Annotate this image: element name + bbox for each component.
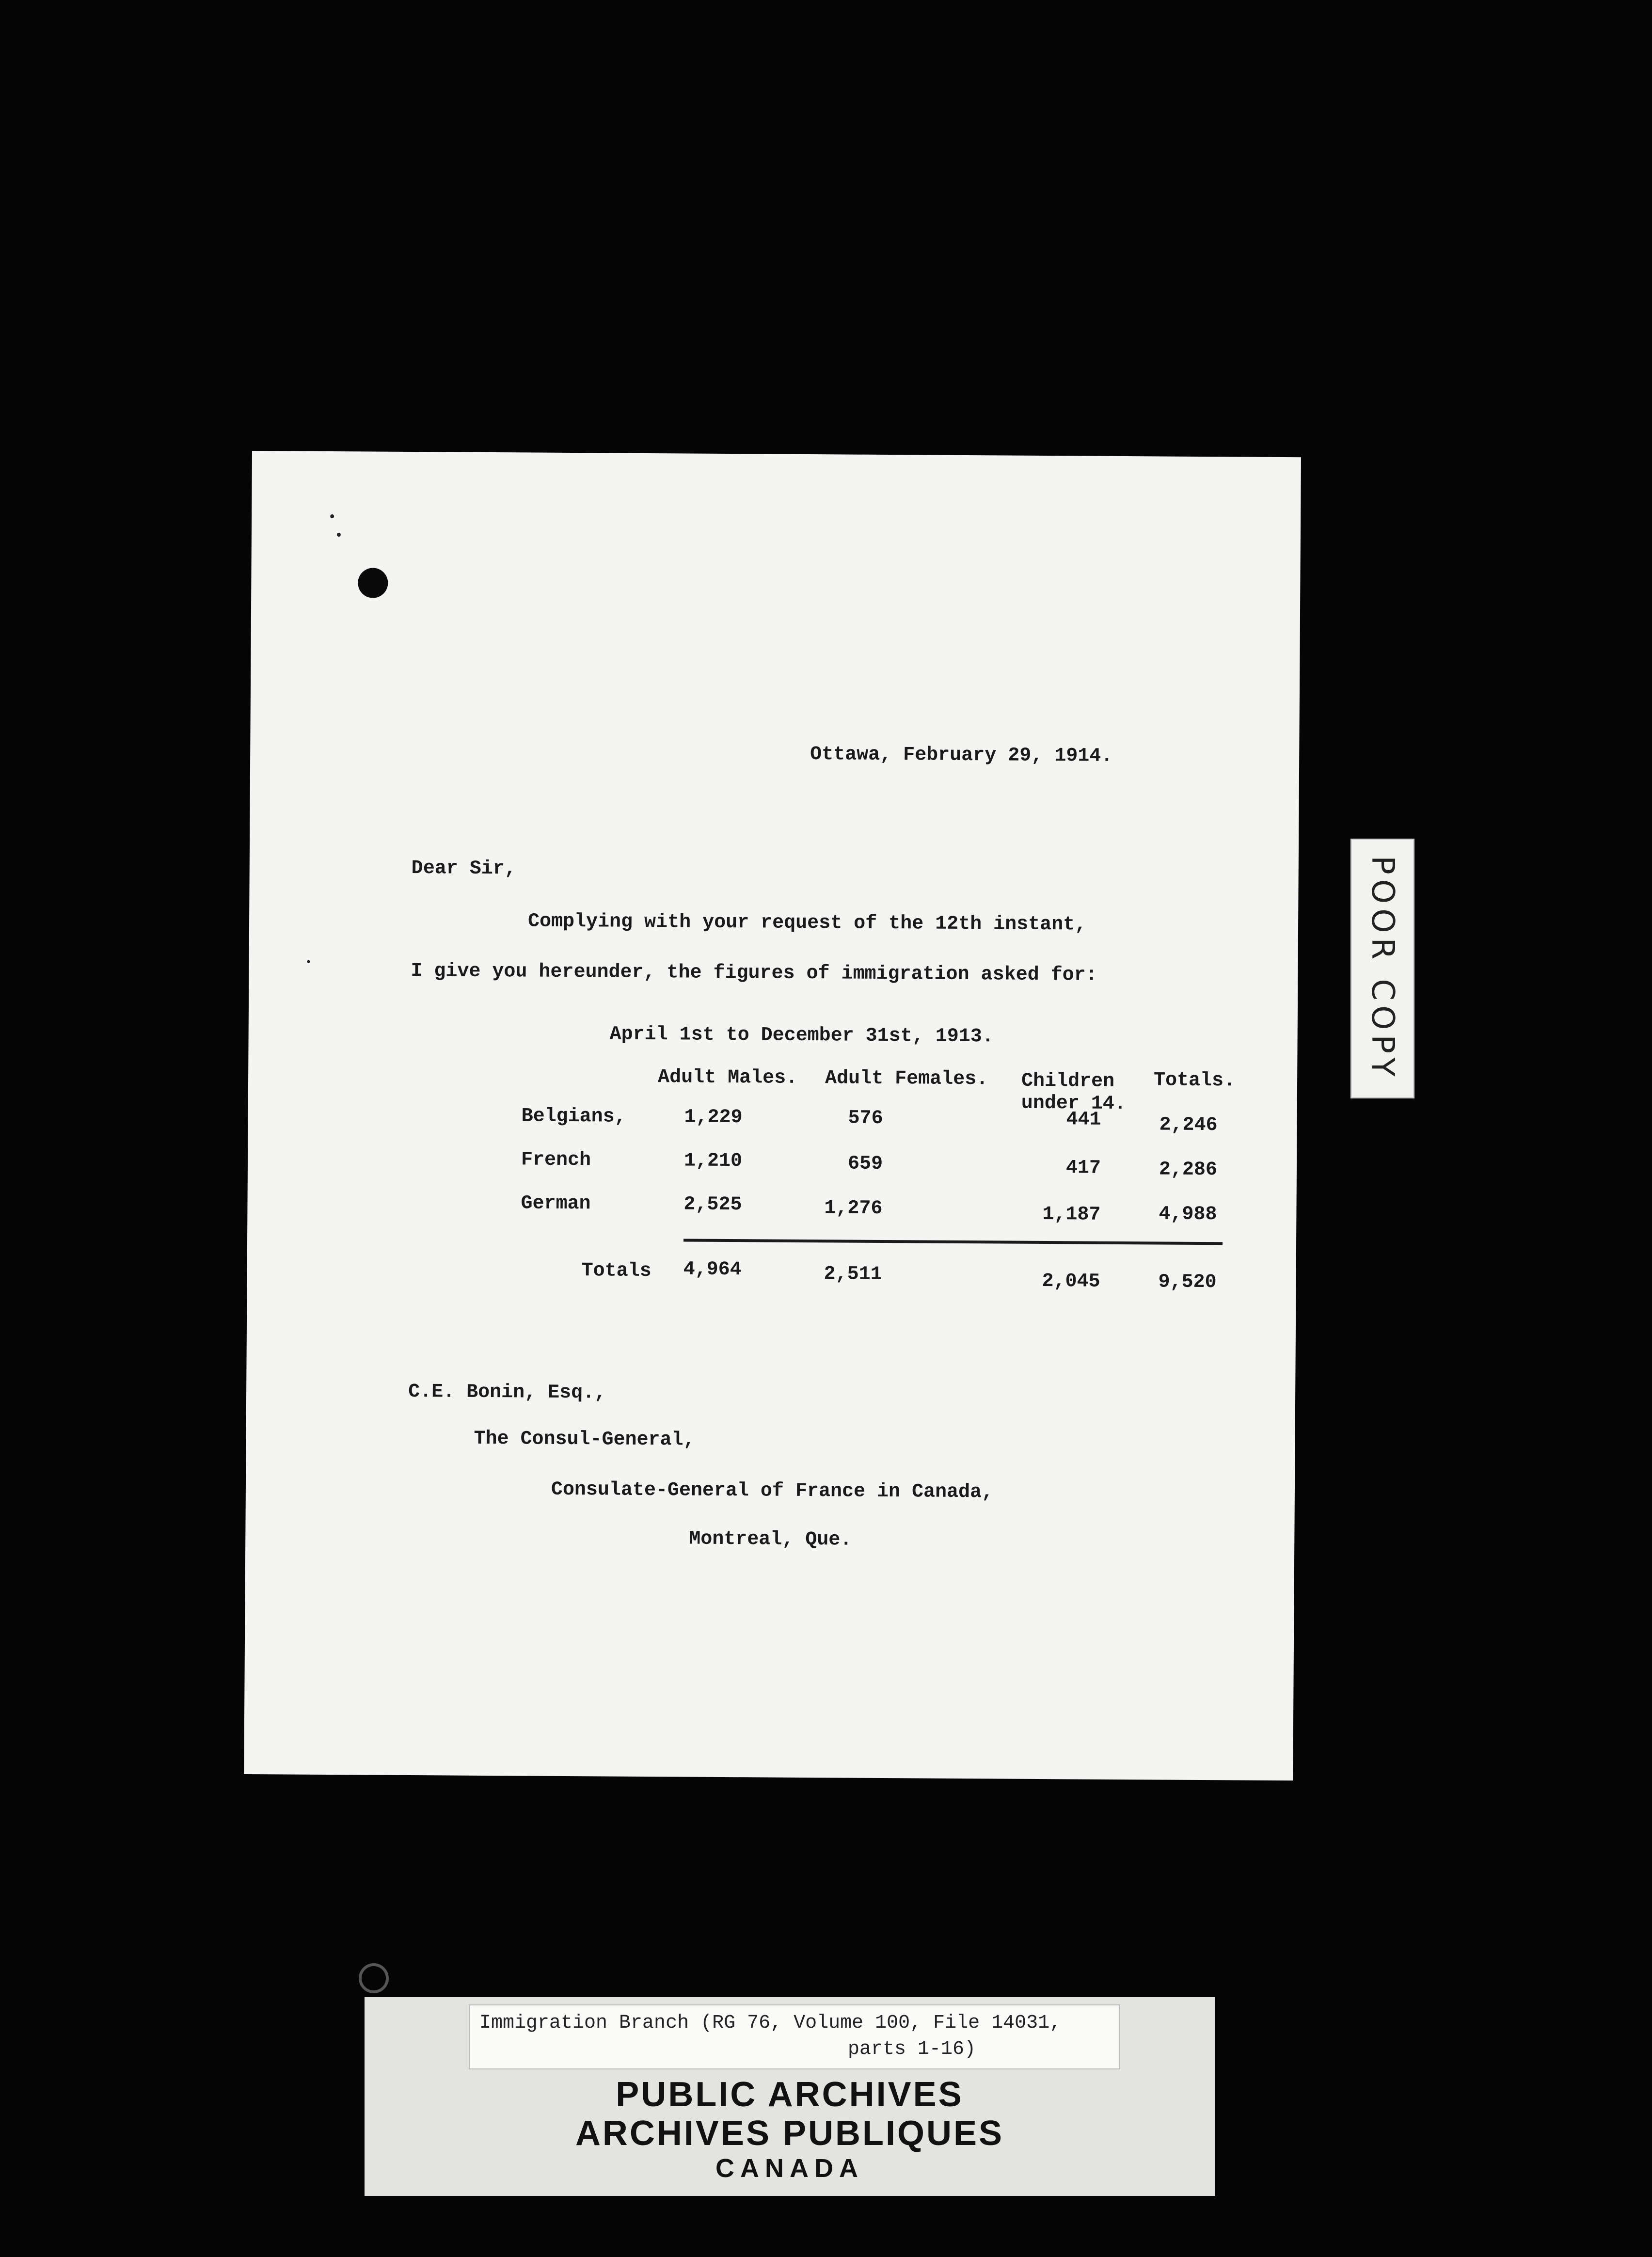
row-label: German (521, 1192, 591, 1215)
archive-label (365, 1997, 1215, 2196)
letter-sheet (244, 451, 1301, 1780)
dateline: Ottawa, February 29, 1914. (810, 744, 1113, 767)
reference-card (469, 2004, 1120, 2069)
cell-children: 441 (1066, 1109, 1101, 1131)
speck (330, 514, 334, 518)
archives-stamp-country: CANADA (715, 2154, 864, 2183)
total-children: 2,045 (1042, 1270, 1100, 1293)
cell-males: 2,525 (683, 1193, 742, 1216)
header-children: Children under 14. (1021, 1070, 1126, 1115)
cell-females: 1,276 (824, 1197, 883, 1220)
cell-children: 417 (1065, 1157, 1101, 1179)
row-label: French (521, 1149, 591, 1172)
corner-mark (359, 1963, 389, 1993)
header-adult-males: Adult Males. (657, 1066, 798, 1089)
salutation: Dear Sir, (411, 858, 516, 880)
total-males: 4,964 (683, 1258, 742, 1281)
row-label: Belgians, (521, 1105, 626, 1128)
cell-total: 4,988 (1159, 1203, 1217, 1226)
cell-males: 1,210 (683, 1150, 743, 1173)
cell-total: 2,286 (1159, 1159, 1218, 1181)
poor-copy-tag (1350, 839, 1414, 1098)
total-grand: 9,520 (1158, 1271, 1217, 1294)
poor-copy-text: POOR COPY (1365, 856, 1400, 1081)
header-totals: Totals. (1153, 1069, 1236, 1092)
totals-rule (683, 1239, 1223, 1245)
archives-stamp-fr: ARCHIVES PUBLIQUES (575, 2114, 1004, 2153)
speck (337, 533, 341, 537)
cell-females: 576 (848, 1107, 883, 1129)
totals-label: Totals (581, 1260, 651, 1283)
body-line-2: I give you hereunder, the figures of immigration asked for: (411, 960, 1097, 986)
cell-total: 2,246 (1159, 1114, 1218, 1137)
archives-stamp-en: PUBLIC ARCHIVES (616, 2075, 964, 2114)
cell-children: 1,187 (1042, 1203, 1101, 1226)
addressee-city: Montreal, Que. (689, 1528, 852, 1551)
cell-females: 659 (847, 1153, 883, 1175)
addressee-name: C.E. Bonin, Esq., (408, 1381, 606, 1404)
addressee-title: The Consul-General, (474, 1428, 695, 1451)
cell-males: 1,229 (684, 1106, 743, 1129)
body-line-1: Complying with your request of the 12th instant, (527, 910, 1087, 936)
table-period: April 1st to December 31st, 1913. (609, 1023, 994, 1048)
reference-line-1: Immigration Branch (RG 76, Volume 100, File 14031, (479, 2012, 1062, 2034)
speck (307, 960, 310, 963)
punch-hole (358, 568, 388, 598)
addressee-office: Consulate-General of France in Canada, (551, 1478, 994, 1504)
reference-line-2: parts 1-16) (848, 2038, 976, 2060)
total-females: 2,511 (824, 1263, 882, 1286)
header-adult-females: Adult Females. (825, 1067, 988, 1091)
